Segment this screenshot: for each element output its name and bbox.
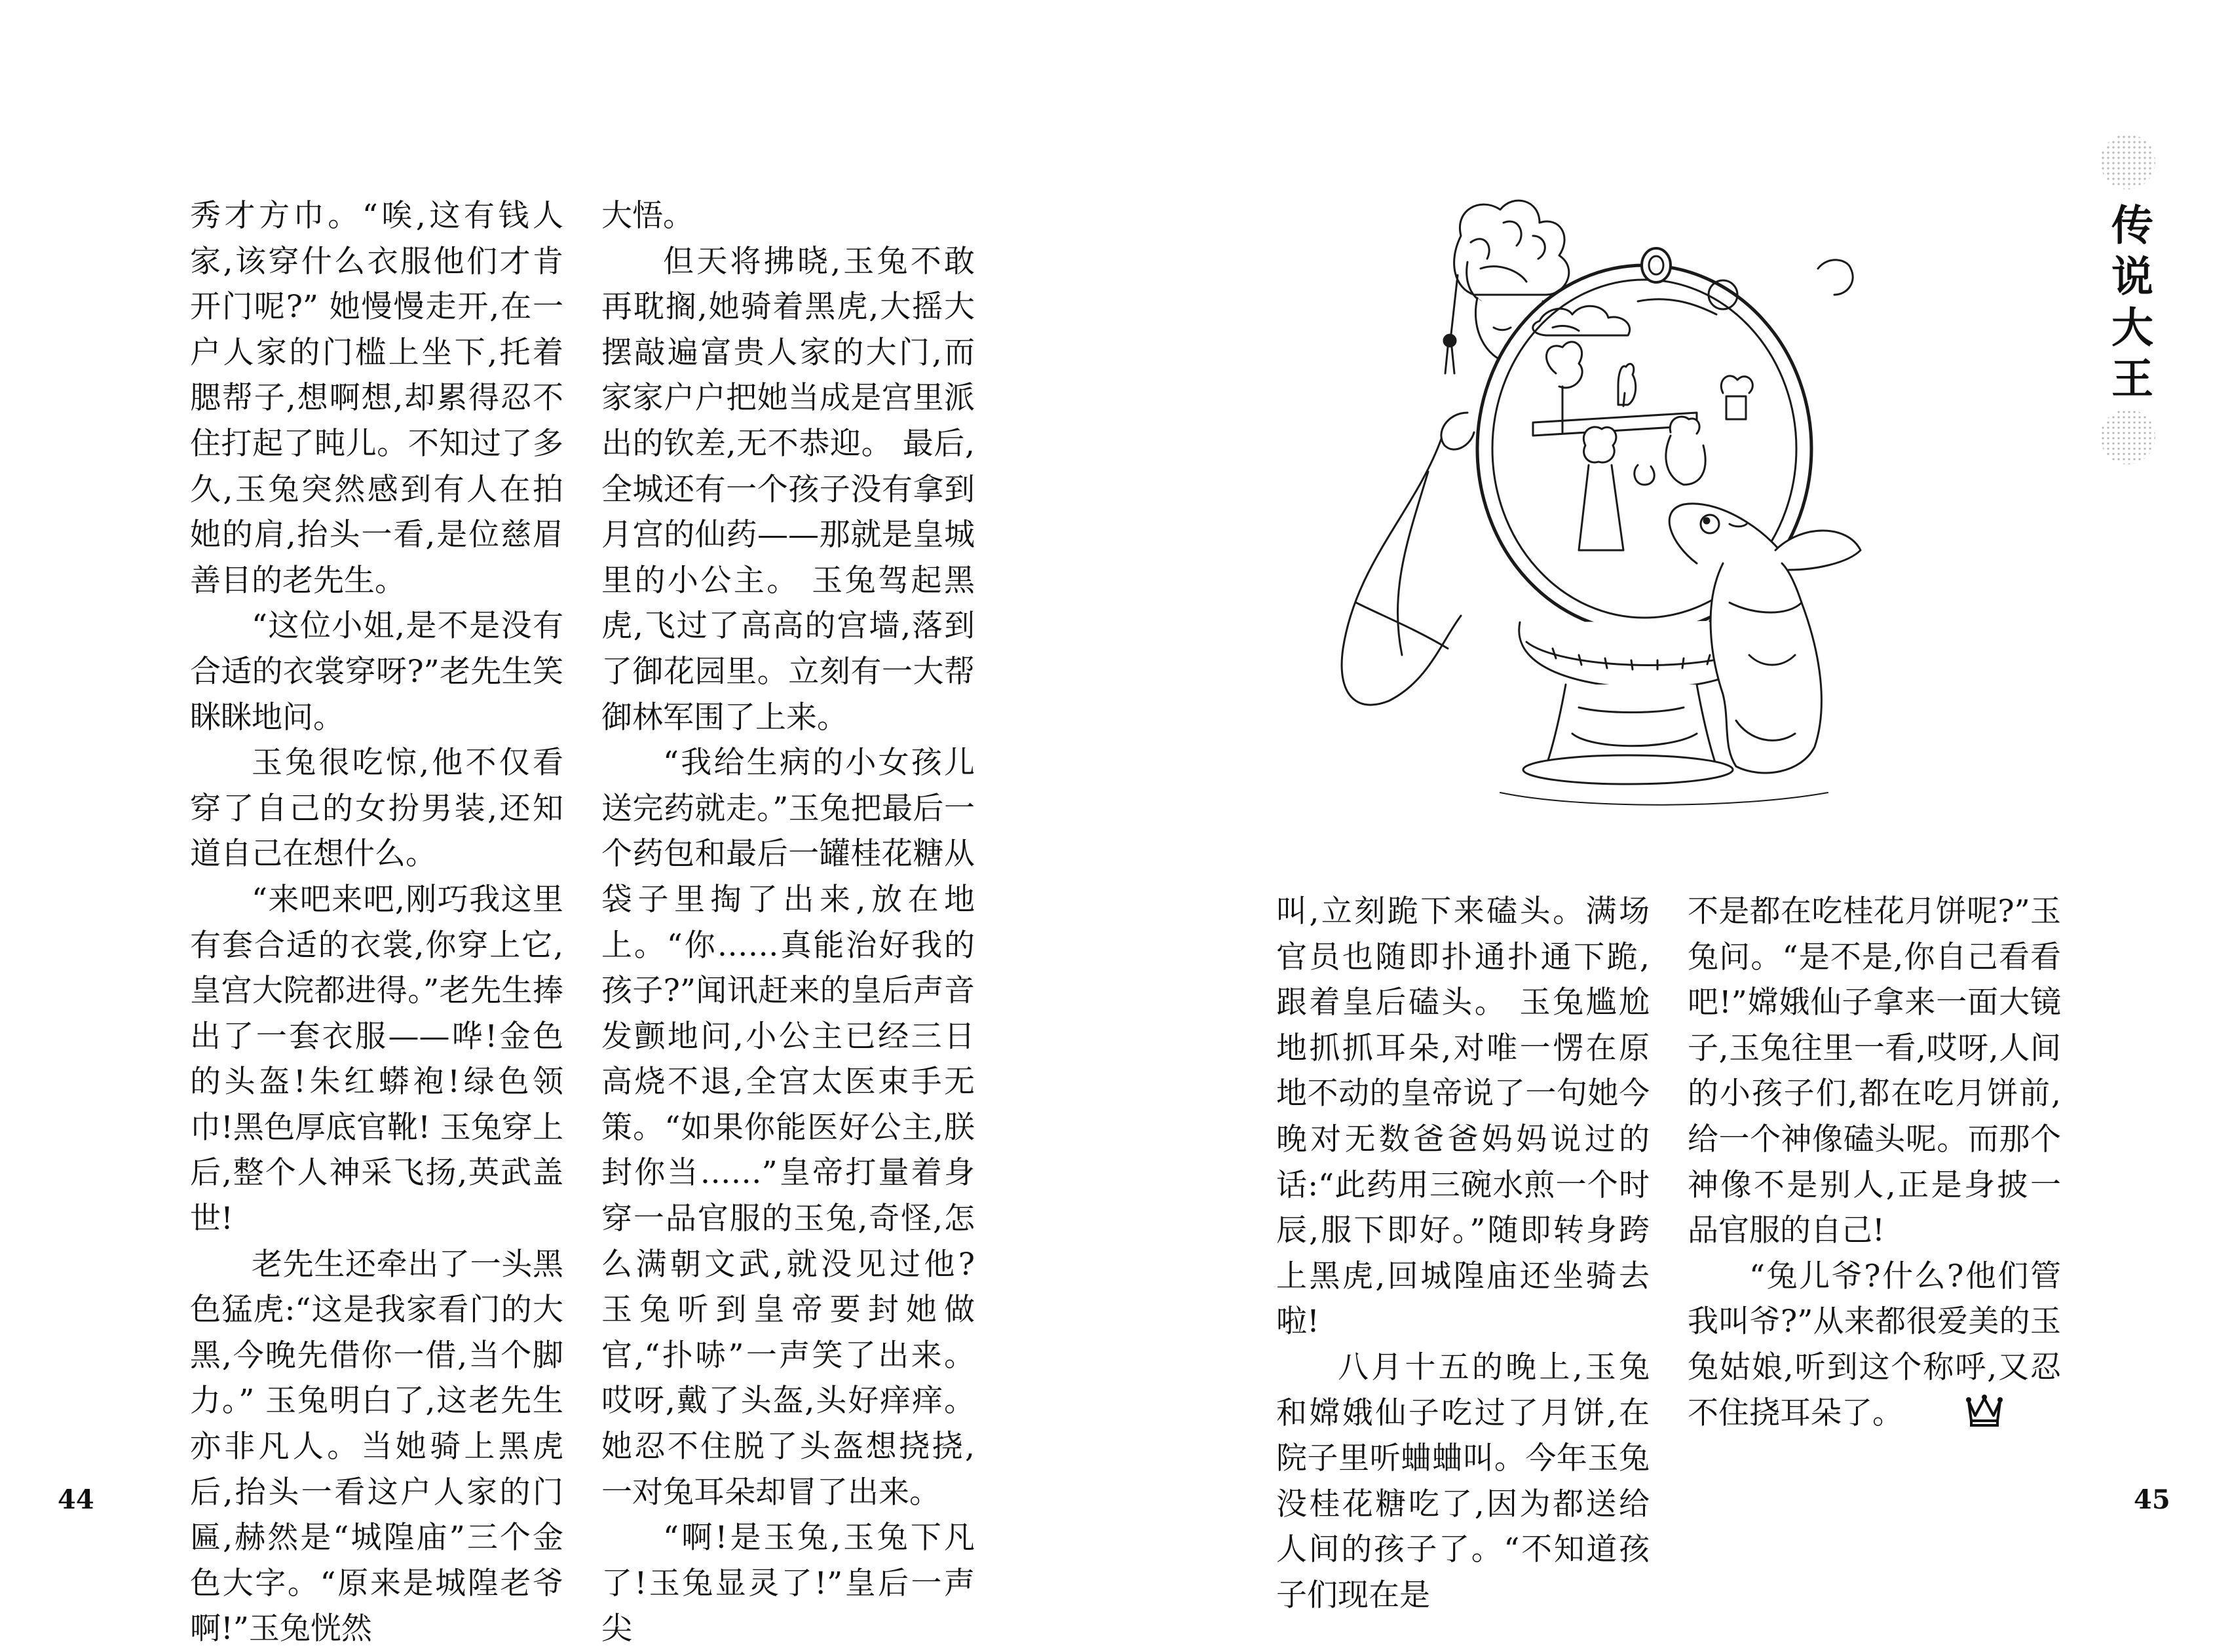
paragraph: “我给生病的小女孩儿送完药就走。”玉兔把最后一个药包和最后一罐桂花糖从袋子里掏了出来,放在地上。“你……真能治好我的孩子?”闻讯赶来的皇后声音发颤地问,小公主已经三日高烧不退,全宫太医束手无策。“如果你能医好公主,朕封你当……”皇帝打量着身穿一品官服的玉兔,奇怪,怎么满朝文武,就没见过他? 玉兔听到皇帝要封她做官,“扑哧”一声笑了出来。哎呀,戴了头盔,头好痒痒。她忍不住脱了头盔想挠挠,一对兔耳朵却冒了出来。 — [601, 745, 975, 1511]
page-number: 45 — [2134, 1484, 2170, 1515]
paragraph: 八月十五的晚上,玉兔和嫦娥仙子吃过了月饼,在院子里听蛐蛐叫。今年玉兔没桂花糖吃了,因为都送给人间的孩子了。“不知道孩子们现在是 — [1276, 1349, 1650, 1613]
paragraph: 不是都在吃桂花月饼呢?”玉兔问。“是不是,你自己看看吧!”嫦娥仙子拿来一面大镜子,玉兔往里一看,哎呀,人间的小孩子们,都在吃月饼前,给一个神像磕头呢。而那个神像不是别人,正是身披一品官服的自己! — [1688, 893, 2061, 1249]
left-page — [0, 0, 1106, 1647]
section-tab — [2092, 134, 2165, 468]
paragraph: 秀才方巾。“唉,这有钱人家,该穿什么衣服他们才肯开门呢?” 她慢慢走开,在一户人家的门槛上坐下,托着腮帮子,想啊想,却累得忍不住打起了盹儿。不知过了多久,玉兔突然感到有人在拍她的肩,抬头一看,是位慈眉善目的老先生。 — [190, 198, 563, 599]
section-title: 传说大王 — [2104, 203, 2153, 407]
right-column-1 — [1276, 889, 1650, 1619]
page-number: 44 — [58, 1484, 94, 1515]
left-column-2 — [601, 193, 975, 1652]
paragraph: 但天将拂晓,玉兔不敢再耽搁,她骑着黑虎,大摇大摆敲遍富贵人家的大门,而家家户户把她当成是宫里派出的钦差,无不恭迎。 最后,全城还有一个孩子没有拿到月宫的仙药——那就是皇城里的小公主。 玉兔驾起黑虎,飞过了高高的宫墙,落到了御花园里。立刻有一大帮御林军围了上来。 — [601, 243, 975, 736]
paragraph: “来吧来吧,刚巧我这里有套合适的衣裳,你穿上它,皇宫大院都进得。”老先生捧出了一套衣服——哗!金色的头盔!朱红蟒袍!绿色领巾!黑色厚底官靴! 玉兔穿上后,整个人神采飞扬,英武盖世! — [190, 881, 563, 1237]
change-sleeve — [1342, 413, 1474, 705]
paragraph — [1688, 1254, 2061, 1440]
dotted-circle-bottom — [2100, 409, 2155, 464]
mirror — [1477, 248, 1853, 632]
right-column-2 — [1688, 889, 2061, 1440]
left-column-1 — [190, 193, 563, 1652]
crown-icon — [1903, 1392, 2004, 1440]
paragraph: 老先生还牵出了一头黑色猛虎:“这是我家看门的大黑,今晚先借你一借,当个脚力。” 玉兔明白了,这老先生亦非凡人。当她骑上黑虎后,抬头一看这户人家的门匾,赫然是“城隍庙”三个金色大字。“原来是城隍老爷啊!”玉兔恍然 — [190, 1246, 563, 1647]
paragraph: 大悟。 — [601, 198, 694, 234]
illustration — [1330, 197, 1906, 838]
paragraph: “这位小姐,是不是没有合适的衣裳穿呀?”老先生笑眯眯地问。 — [190, 608, 563, 736]
paragraph: 叫,立刻跪下来磕头。满场官员也随即扑通扑通下跪,跟着皇后磕头。 玉兔尴尬地抓抓耳朵,对唯一愣在原地不动的皇帝说了一句她今晚对无数爸爸妈妈说过的话:“此药用三碗水煎一个时辰,服下即好。”随即转身跨上黑虎,回城隍庙还坐骑去啦! — [1276, 893, 1650, 1340]
dotted-circle-top — [2100, 134, 2155, 189]
paragraph: 玉兔很吃惊,他不仅看穿了自己的女扮男装,还知道自己在想什么。 — [190, 745, 563, 873]
paragraph-text: “兔儿爷?什么?他们管我叫爷?”从来都很爱美的玉兔姑娘,听到这个称呼,又忍不住挠耳朵了。 — [1688, 1258, 2061, 1431]
paragraph: “啊!是玉兔,玉兔下凡了!玉兔显灵了!”皇后一声尖 — [601, 1520, 975, 1647]
